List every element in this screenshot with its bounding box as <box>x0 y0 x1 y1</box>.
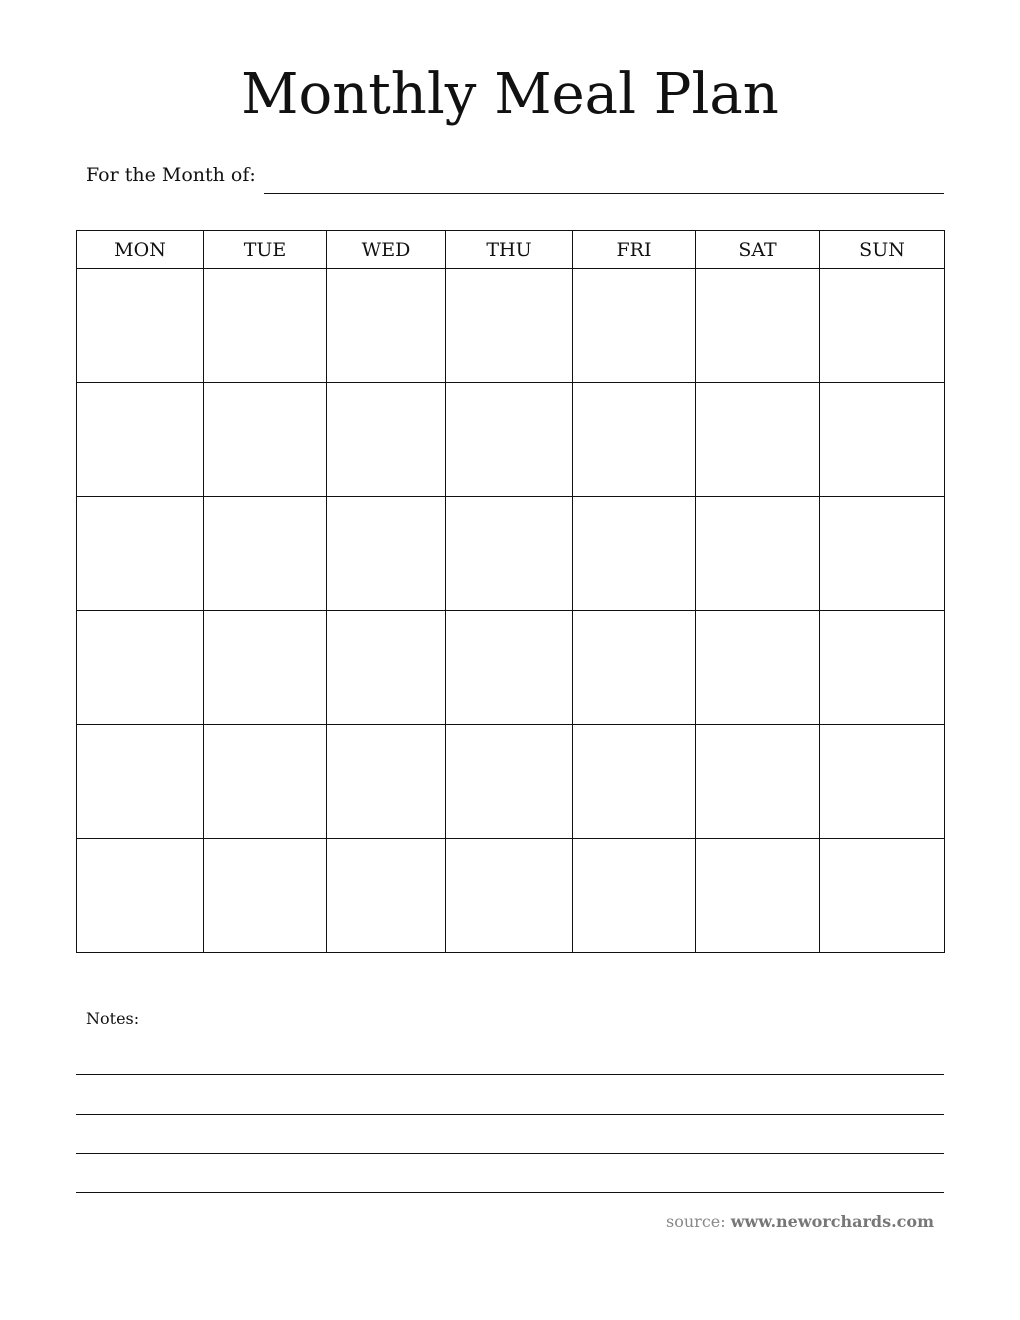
week-row <box>77 269 945 383</box>
day-cell[interactable] <box>446 269 573 383</box>
day-cell[interactable] <box>204 383 327 497</box>
day-cell[interactable] <box>820 269 945 383</box>
month-input-line[interactable] <box>264 193 944 194</box>
notes-label: Notes: <box>86 1009 140 1028</box>
day-cell[interactable] <box>820 839 945 953</box>
day-header-wed: WED <box>327 231 446 269</box>
day-cell[interactable] <box>327 497 446 611</box>
day-header-mon: MON <box>77 231 204 269</box>
day-cell[interactable] <box>573 725 696 839</box>
day-header-row <box>77 231 945 269</box>
day-cell[interactable] <box>446 383 573 497</box>
day-cell[interactable] <box>204 269 327 383</box>
week-row <box>77 611 945 725</box>
day-cell[interactable] <box>77 383 204 497</box>
day-cell[interactable] <box>696 839 820 953</box>
day-cell[interactable] <box>696 497 820 611</box>
day-cell[interactable] <box>446 839 573 953</box>
day-cell[interactable] <box>696 725 820 839</box>
day-cell[interactable] <box>573 497 696 611</box>
day-cell[interactable] <box>446 611 573 725</box>
day-cell[interactable] <box>204 725 327 839</box>
day-cell[interactable] <box>77 725 204 839</box>
day-cell[interactable] <box>573 383 696 497</box>
day-cell[interactable] <box>204 497 327 611</box>
day-header-fri: FRI <box>573 231 696 269</box>
day-header-sat: SAT <box>696 231 820 269</box>
day-cell[interactable] <box>204 839 327 953</box>
week-row <box>77 497 945 611</box>
day-cell[interactable] <box>327 269 446 383</box>
day-cell[interactable] <box>820 725 945 839</box>
day-cell[interactable] <box>573 839 696 953</box>
notes-line[interactable] <box>76 1192 944 1193</box>
day-cell[interactable] <box>696 611 820 725</box>
day-cell[interactable] <box>696 269 820 383</box>
day-cell[interactable] <box>327 839 446 953</box>
day-cell[interactable] <box>204 611 327 725</box>
week-row <box>77 383 945 497</box>
day-cell[interactable] <box>446 497 573 611</box>
source-site: www.neworchards.com <box>730 1212 934 1231</box>
week-row <box>77 725 945 839</box>
day-header-sun: SUN <box>820 231 945 269</box>
day-cell[interactable] <box>820 611 945 725</box>
day-cell[interactable] <box>696 383 820 497</box>
source-credit <box>666 1212 934 1231</box>
day-cell[interactable] <box>327 383 446 497</box>
day-header-tue: TUE <box>204 231 327 269</box>
day-cell[interactable] <box>327 725 446 839</box>
notes-line[interactable] <box>76 1153 944 1154</box>
week-row <box>77 839 945 953</box>
day-cell[interactable] <box>820 383 945 497</box>
day-cell[interactable] <box>573 269 696 383</box>
day-cell[interactable] <box>327 611 446 725</box>
day-cell[interactable] <box>77 497 204 611</box>
page-title: Monthly Meal Plan <box>241 62 779 127</box>
notes-line[interactable] <box>76 1114 944 1115</box>
day-cell[interactable] <box>77 611 204 725</box>
day-cell[interactable] <box>446 725 573 839</box>
day-cell[interactable] <box>77 839 204 953</box>
month-label: For the Month of: <box>86 164 256 186</box>
notes-line[interactable] <box>76 1074 944 1075</box>
day-header-thu: THU <box>446 231 573 269</box>
source-prefix: source: <box>666 1212 726 1231</box>
day-cell[interactable] <box>573 611 696 725</box>
meal-calendar-grid <box>76 230 945 953</box>
day-cell[interactable] <box>77 269 204 383</box>
day-cell[interactable] <box>820 497 945 611</box>
